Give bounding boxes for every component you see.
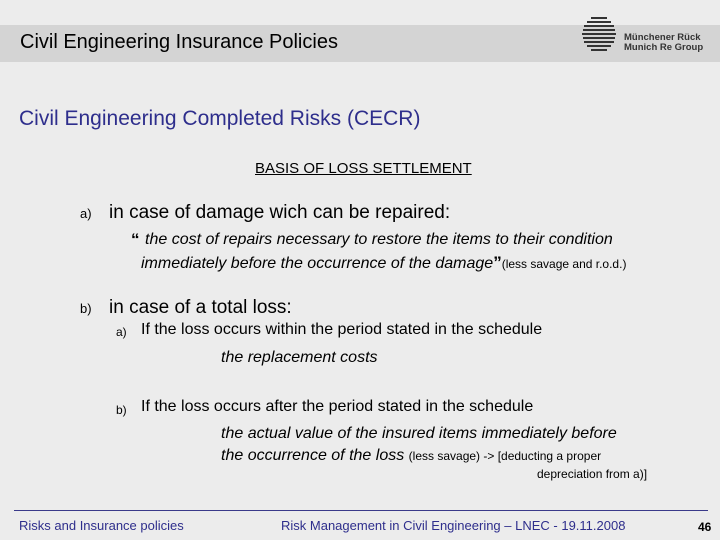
sub-b-marker: b) — [116, 403, 127, 417]
page-number: 46 — [698, 520, 712, 534]
section-heading: BASIS OF LOSS SETTLEMENT — [255, 160, 472, 177]
quote-open-mark: “ — [131, 230, 140, 249]
sub-a-condition: If the loss occurs within the period stated in the schedule — [141, 321, 543, 338]
item-a-heading: in case of damage wich can be repaired: — [109, 202, 451, 223]
logo-text — [624, 33, 703, 53]
footer-divider — [14, 510, 708, 511]
munich-re-logo-icon — [581, 16, 617, 52]
sub-b-result-note-2: depreciation from a)] — [537, 467, 648, 481]
sub-b-result-line-2: the occurrence of the loss — [221, 447, 405, 464]
sub-b-result-note: (less savage) -> [deducting a proper — [408, 449, 602, 463]
sub-a-result: the replacement costs — [221, 349, 378, 366]
quote-line-2: immediately before the occurrence of the damage — [141, 255, 494, 272]
sub-b-condition: If the loss occurs after the period stated in the schedule — [141, 398, 534, 415]
quote-line-2-row — [141, 253, 626, 273]
item-a-marker: a) — [80, 206, 92, 221]
item-b-marker: b) — [80, 301, 92, 316]
item-b-heading: in case of a total loss: — [109, 297, 292, 318]
logo-line-2: Munich Re Group — [624, 42, 704, 53]
header-title: Civil Engineering Insurance Policies — [20, 31, 338, 53]
logo-line-1: Münchener Rück — [624, 32, 701, 43]
sub-a-marker: a) — [116, 325, 127, 339]
slide-title: Civil Engineering Completed Risks (CECR) — [19, 107, 421, 130]
item-a-note: (less savage and r.o.d.) — [501, 257, 627, 271]
sub-b-result-line-1: the actual value of the insured items immediately before — [221, 425, 617, 442]
quote-line-1: the cost of repairs necessary to restore the items to their condition — [145, 231, 613, 248]
sub-b-result-line-2-row — [221, 447, 601, 465]
footer-center: Risk Management in Civil Engineering – LNEC - 19.11.2008 — [281, 518, 626, 533]
quote-close-mark: ” — [493, 253, 502, 272]
footer-left: Risks and Insurance policies — [19, 518, 184, 533]
